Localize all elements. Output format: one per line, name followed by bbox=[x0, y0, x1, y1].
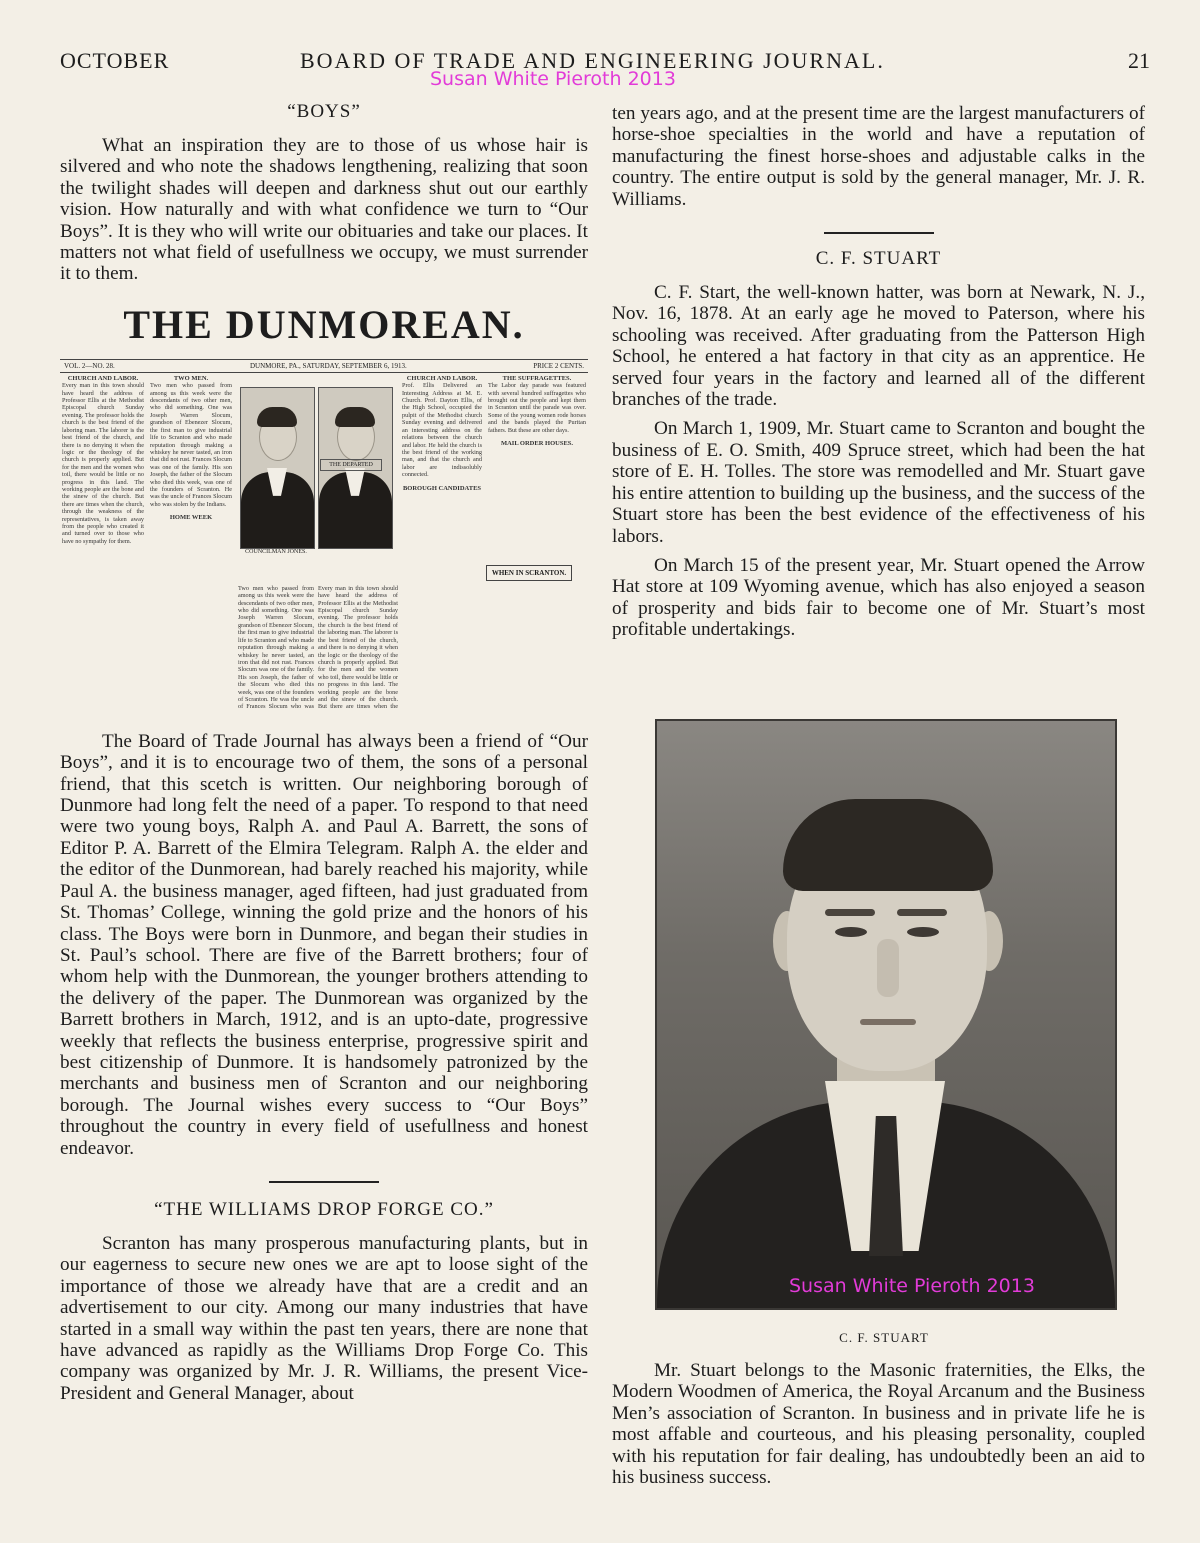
stuart-p3: On March 15 of the present year, Mr. Stuart opened the Arrow Hat store at 109 Wyoming avenue, which has also enjoyed a season of prosperity and bids fair to become one of Mr. Stuart’s most profitable undertakings. bbox=[612, 554, 1145, 641]
boys-title: “BOYS” bbox=[287, 101, 361, 122]
stuart-title: C. F. STUART bbox=[815, 248, 942, 270]
clipping-col-5 bbox=[488, 375, 586, 711]
clipping-dateline-bar bbox=[60, 359, 588, 373]
clipping-col-3 bbox=[238, 585, 314, 711]
williams-body: Scranton has many prosperous manufacturing plants, but in our eagerness to secure new ones we are apt to loose sight of the importance of those we already have that are a credit and an advertisement to our city. Among our many industries that have started in a small way within the past ten years, there are none that have advanced as rapidly as the Williams Drop Forge Co. This company was organized by Mr. J. R. Williams, the present Vice-President and General Manager, about bbox=[60, 1232, 588, 1404]
williams-continued: ten years ago, and at the present time are the largest manufacturers of horse-shoe specialties in the world and have a reputation of manufacturing the finest horse-shoes and adjustable calks in the country. The entire output is sold by the general manager, Mr. J. R. Williams. bbox=[612, 103, 1145, 210]
clipping-col5-head: THE SUFFRAGETTES. bbox=[502, 374, 572, 382]
clipping-col4-head: CHURCH AND LABOR. bbox=[406, 374, 478, 382]
caption-councilman-jones: COUNCILMAN JONES. bbox=[245, 548, 307, 555]
header-month: OCTOBER bbox=[60, 48, 170, 73]
williams-title: “THE WILLIAMS DROP FORGE CO.” bbox=[154, 1198, 494, 1220]
clipping-price: PRICE 2 CENTS. bbox=[533, 361, 584, 370]
dunmorean-clipping bbox=[60, 303, 588, 711]
clipping-when-in-scranton: WHEN IN SCRANTON. bbox=[486, 565, 572, 581]
section-divider bbox=[269, 1181, 379, 1183]
clipping-vol: VOL. 2—NO. 28. bbox=[64, 361, 115, 370]
clipping-col3b-text: Every man in this town should have heard the address of Professor Ellis at the Methodist Episcopal church Sunday evening. The professor holds the church is the best friend of the laboring man. The laborer is the best friend of the church, and there is no denying it when the logic or the theology of the church is properly applied. But for the men and the women who toil, there would be little or no progress in this land. The working people are the bone and the sinew of the church. But there are times when the bbox=[318, 584, 398, 711]
clipping-col1-text: Every man in this town should have heard the address of Professor Ellis at the Methodist Episcopal church Sunday evening. The professor holds the church is the best friend of the laboring man. The laborer is the best friend of the church, and there is no denying it when the logic or the theology of the church is properly applied. But for the men and the women who toil, there would be little or no progress in this land. The working people are the bone and the sinew of the church. But there are times when the church, through the weakness of the representatives, is taken away from the people who created it and turned over to those who have no sympathy for them. bbox=[62, 382, 144, 545]
clipping-masthead: THE DUNMOREAN. bbox=[123, 301, 525, 347]
stuart-p4: Mr. Stuart belongs to the Masonic fraternities, the Elks, the Modern Woodmen of America, the Royal Arcanum and the Business Men’s association of Scranton. In business and in private life he is most affable and courteous, and his pleasing personality, coupled with his reputation for fair dealing, has undoubtedly been an aid to his business success. bbox=[612, 1360, 1145, 1489]
right-column bbox=[612, 103, 1145, 641]
caption-departed: THE DEPARTED bbox=[320, 459, 382, 471]
stuart-p2: On March 1, 1909, Mr. Stuart came to Scranton and bought the business of E. O. Smith, 409 Spruce street, which had been the hat store of E. H. Tolles. The store was remodelled and Mr. Stuart gave his entire attention to building up the business, and the success of the Stuart store has been the best evidence of the effectiveness of his labors. bbox=[612, 418, 1145, 547]
clipping-col1-head: CHURCH AND LABOR. bbox=[67, 374, 139, 382]
page-number: 21 bbox=[1128, 48, 1150, 73]
watermark-photo: Susan White Pieroth 2013 bbox=[789, 1275, 1035, 1297]
clipping-col-1 bbox=[62, 375, 144, 711]
clipping-col-4 bbox=[402, 375, 482, 711]
boys-body: The Board of Trade Journal has always been a friend of “Our Boys”, and it is to encourage two of them, the sons of a personal friend, that this scetch is written. Our neighboring borough of Dunmore had long felt the need of a paper. To respond to that need were two young boys, Ralph A. and Paul A. Barrett, the sons of Editor P. A. Barrett of the Elmira Telegram. Ralph A. the elder and the editor of the Dunmorean, had barely reached his majority, while Paul A. the business manager, aged fifteen, had just graduated from St. Thomas’ College, winning the gold prize and the honors of his class. The Boys were born in Dunmore, and began their studies in St. Paul’s school. There are five of the Barrett brothers; four of whom help with the Dunmorean, the younger brothers attending to the delivery of the paper. The Dunmorean was organized by the Barrett brothers in March, 1912, and is an upto-date, progressive weekly that reflects the business enterprise, progressive spirit and best citizenship of Dunmore. It is handsomely patronized by the merchants and business men of Scranton and our neighboring borough. The Journal wishes every success to “Our Boys” throughout the country in every field of usefullness and honest endeavor. bbox=[60, 730, 588, 1159]
stuart-photo-caption: C. F. STUART bbox=[839, 1330, 929, 1345]
clipping-photos bbox=[236, 375, 396, 575]
clipping-col4-sub: BOROUGH CANDIDATES bbox=[402, 484, 482, 492]
left-column bbox=[60, 95, 588, 1404]
boys-intro: What an inspiration they are to those of us whose hair is silvered and who note the shadows lengthening, realizing that soon the twilight shades will deepen and darkness shut out our earthly vision. How naturally and with what confidence we turn to “Our Boys”. It is they who will write our obituaries and take our places. It matters not what field of usefullness we occupy, we must surrender it to them. bbox=[60, 135, 588, 285]
clipping-col-2 bbox=[150, 375, 232, 711]
clipping-date: DUNMORE, PA., SATURDAY, SEPTEMBER 6, 1913. bbox=[250, 361, 407, 370]
clipping-home-week: HOME WEEK bbox=[169, 514, 213, 522]
clipping-col3-text: Two men who passed from among us this week were the descendants of two other men, who did something. One was Joseph Warren Slocum, grandson of Ebenezer Slocum, the first man to give industrial life to Scranton and who made reputation through making a whiskey he never tasted, an iron that did not rust. Frances Slocum was one of the family. His son Joseph, the father of the Slocum who died this week, was one of the founders of Scranton. He was the uncle of Frances Slocum who was bbox=[238, 584, 314, 711]
portrait-councilman-jones bbox=[240, 387, 315, 549]
clipping-col5-text: The Labor day parade was featured with several hundred suffragettes who brought out the people and kept them in Scranton until the parade was over. Some of the young women rode horses and the bands played the Puritan fathers. But these are other days. bbox=[488, 382, 586, 434]
clipping-col2-head: TWO MEN. bbox=[173, 374, 209, 382]
clipping-col-3b bbox=[318, 585, 398, 711]
header-journal-title: BOARD OF TRADE AND ENGINEERING JOURNAL. bbox=[300, 48, 885, 73]
clipping-col5-sub: MAIL ORDER HOUSES. bbox=[500, 440, 574, 448]
stuart-photo bbox=[655, 719, 1117, 1310]
section-divider-2 bbox=[824, 232, 934, 234]
watermark-top: Susan White Pieroth 2013 bbox=[430, 68, 676, 90]
clipping-col4-text: Prof. Ellis Delivered an Interesting Address at M. E. Church. Prof. Dayton Ellis, of the High School, occupied the pulpit of the Methodist church Sunday evening and delivered an interesting address on the relations between the church and labor. He held the church is the best friend of the working man, and that the church and labor are indissolubly connected. bbox=[402, 382, 482, 479]
clipping-col2-text: Two men who passed from among us this week were the descendants of two other men, who did something. One was Joseph Warren Slocum, grandson of Ebenezer Slocum, the first man to give industrial life to Scranton and who made reputation through making a whiskey he never tasted, an iron that did not rust. Frances Slocum was one of the family. His son Joseph, the father of the Slocum who died this week, was one of the founders of Scranton. He was the uncle of Frances Slocum who was stolen by the Indians. bbox=[150, 382, 232, 508]
stuart-p1: C. F. Start, the well-known hatter, was born at Newark, N. J., Nov. 16, 1878. At an early age he moved to Paterson, where his schooling was received. After graduating from the Patterson High School, he entered a hat factory in that city as an apprentice. He served four years in the factory and learned all of the different branches of the trade. bbox=[612, 282, 1145, 411]
stuart-closing bbox=[612, 1360, 1145, 1488]
